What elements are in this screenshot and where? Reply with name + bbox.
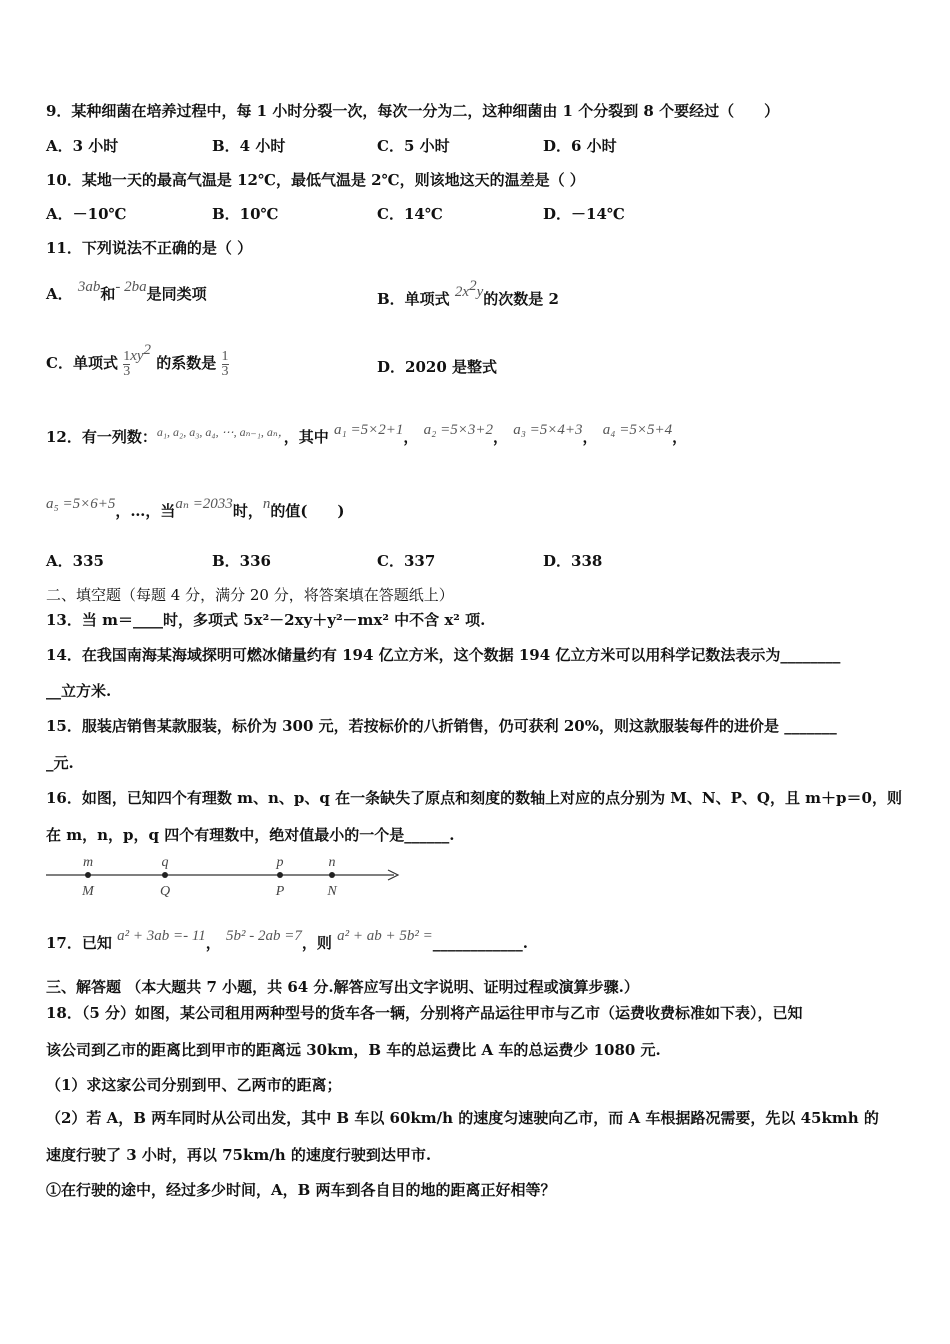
q12-n: n (262, 496, 271, 512)
label-P: P (275, 884, 285, 899)
q11-b-expr: 2x (454, 284, 470, 300)
q11-a-expr2: - 2ba (115, 279, 147, 295)
q11-a-expr1: 3ab (77, 279, 101, 295)
q18-line1: 18．（5 分）如图，某公司租用两种型号的货车各一辆，分别将产品运往甲市与乙市（运费收费标准如下表），已知 (46, 1004, 803, 1022)
q9-option-c: C．5 小时 (377, 137, 450, 155)
q12-a1: a₁ =5×2+1 (334, 422, 404, 438)
q11-c-value: $\frac{1}{3}$ (221, 348, 229, 379)
point-n (329, 872, 335, 878)
q12-line1: 12．有一列数：$^{a_1, a_2, a_3, a_4, \cdots, a_{n-1}, a_n,}$，其中 a₁ =5×2+1， a₂ =5×3+2， a₃ =5×4+3， a₄ =5×5+4， (46, 422, 688, 446)
q18-sub2-q1: ①在行驶的途中，经过多少时间，A，B 两车到各自目的地的距离正好相等？ (46, 1181, 556, 1199)
q9-option-b: B．4 小时 (212, 137, 286, 155)
q17-expr2: 5b² - 2ab =7 (225, 928, 302, 944)
label-Q: Q (159, 884, 171, 899)
point-q (162, 872, 168, 878)
q12-an: aₙ =2033 (175, 496, 233, 512)
q11-option-b (377, 278, 559, 310)
q9-stem: 9．某种细菌在培养过程中，每 1 小时分裂一次，每次一分为二，这种细菌由 1 个分裂到 8 个要经过（ ） (46, 102, 780, 120)
q14-line2: __立方米. (46, 682, 112, 700)
q12-a5: a₅ =5×6+5 (46, 496, 116, 512)
q11-b-label: B．单项式 (377, 290, 450, 308)
point-p (277, 872, 283, 878)
q11-option-a (46, 279, 207, 305)
q11-b-sup: 2 (469, 278, 477, 294)
q17-expr3: a² + ab + 5b² = (337, 928, 433, 944)
q12-option-d: D．338 (543, 552, 603, 570)
number-line-figure (44, 852, 404, 900)
q18-sub2-line1: （2）若 A，B 两车同时从公司出发，其中 B 车以 60km/h 的速度匀速驶向乙市，而 A 车根据路况需要，先以 45kmh 的 (46, 1109, 879, 1127)
q11-c-expr: xy (130, 348, 144, 364)
q9-option-d: D．6 小时 (543, 137, 617, 155)
label-n: n (328, 855, 336, 870)
q12-option-c: C．337 (377, 552, 436, 570)
q10-option-a: A．－10℃ (46, 205, 127, 223)
q15-line1: 15．服装店销售某款服装，标价为 300 元，若按标价的八折销售，仍可获利 20%，则这款服装每件的进价是 _______ (46, 717, 837, 735)
q12-a4: a₄ =5×5+4 (602, 422, 673, 438)
q12-option-b: B．336 (212, 552, 271, 570)
q15-line2: _元. (46, 754, 74, 772)
q12-line2: a₅ =5×6+5，…，当aₙ =2033时，n的值( ) (46, 496, 345, 520)
q16-line1: 16．如图，已知四个有理数 m、n、p、q 在一条缺失了原点和刻度的数轴上对应的点分别为 M、N、P、Q，且 m＋p＝0，则 (46, 789, 902, 807)
q13-text: 13．当 m＝____时，多项式 5x²－2xy＋y²－mx² 中不含 x² 项. (46, 611, 486, 629)
q11-c-label: C．单项式 (46, 354, 118, 372)
q17-expr1: a² + 3ab =- 11 (117, 928, 206, 944)
q10-option-d: D．－14℃ (543, 205, 625, 223)
q11-c-fraction: $\frac{1}{3}$ (123, 348, 131, 379)
q10-stem: 10．某地一天的最高气温是 12℃，最低气温是 2℃，则该地这天的温差是（ ） (46, 171, 585, 189)
q11-b-var: y (476, 284, 484, 300)
label-N: N (327, 884, 337, 899)
q11-a-mid: 和 (100, 285, 116, 303)
q11-b-suffix: 的次数是 2 (483, 290, 559, 308)
q10-option-b: B．10℃ (212, 205, 279, 223)
q11-a-label: A． (46, 285, 73, 303)
q11-a-suffix: 是同类项 (146, 285, 207, 303)
q9-option-a: A．3 小时 (46, 137, 119, 155)
q14-line1: 14．在我国南海某海域探明可燃冰储量约有 194 亿立方米，这个数据 194 亿立方米可以用科学记数法表示为________ (46, 646, 841, 664)
q12-sequence: a₁, a₂, a₃, a₄, ⋯, aₙ₋₁, aₙ， (156, 425, 284, 439)
section-2-heading: 二、填空题（每题 4 分，满分 20 分，将答案填在答题纸上） (46, 586, 454, 604)
point-m (85, 872, 91, 878)
q11-c-suffix: 的系数是 (156, 354, 217, 372)
q17-blank: ____________. (432, 934, 528, 952)
q11-option-c: C．单项式 $\frac{1}{3}$ $xy^2$ 的系数是 $\frac{1}{3}$ (46, 342, 229, 379)
q18-line2: 该公司到乙市的距离比到甲市的距离远 30km，B 车的总运费比 A 车的总运费少 1080 元. (46, 1041, 661, 1059)
q16-line2: 在 m，n，p，q 四个有理数中，绝对值最小的一个是______. (46, 826, 455, 844)
q12-a2: a₂ =5×3+2 (423, 422, 493, 438)
q18-sub1: （1）求这家公司分别到甲、乙两市的距离； (46, 1076, 342, 1094)
label-m: m (82, 855, 94, 870)
q12-option-a: A．335 (46, 552, 104, 570)
q17-text: 17．已知 a² + 3ab =- 11， 5b² - 2ab =7，则 a² + ab + 5b² =____________. (46, 928, 528, 952)
q11-stem: 11．下列说法不正确的是（ ） (46, 239, 253, 257)
label-M: M (82, 884, 94, 899)
q12-a3: a₃ =5×4+3 (513, 422, 583, 438)
section-3-heading: 三、解答题 （本大题共 7 小题，共 64 分.解答应写出文字说明、证明过程或演算步骤.） (46, 978, 639, 996)
q11-option-d: D．2020 是整式 (377, 358, 497, 376)
label-q: q (161, 855, 169, 870)
label-p: p (276, 855, 284, 870)
q18-sub2-line2: 速度行驶了 3 小时，再以 75km/h 的速度行驶到达甲市. (46, 1146, 432, 1164)
q10-option-c: C．14℃ (377, 205, 443, 223)
